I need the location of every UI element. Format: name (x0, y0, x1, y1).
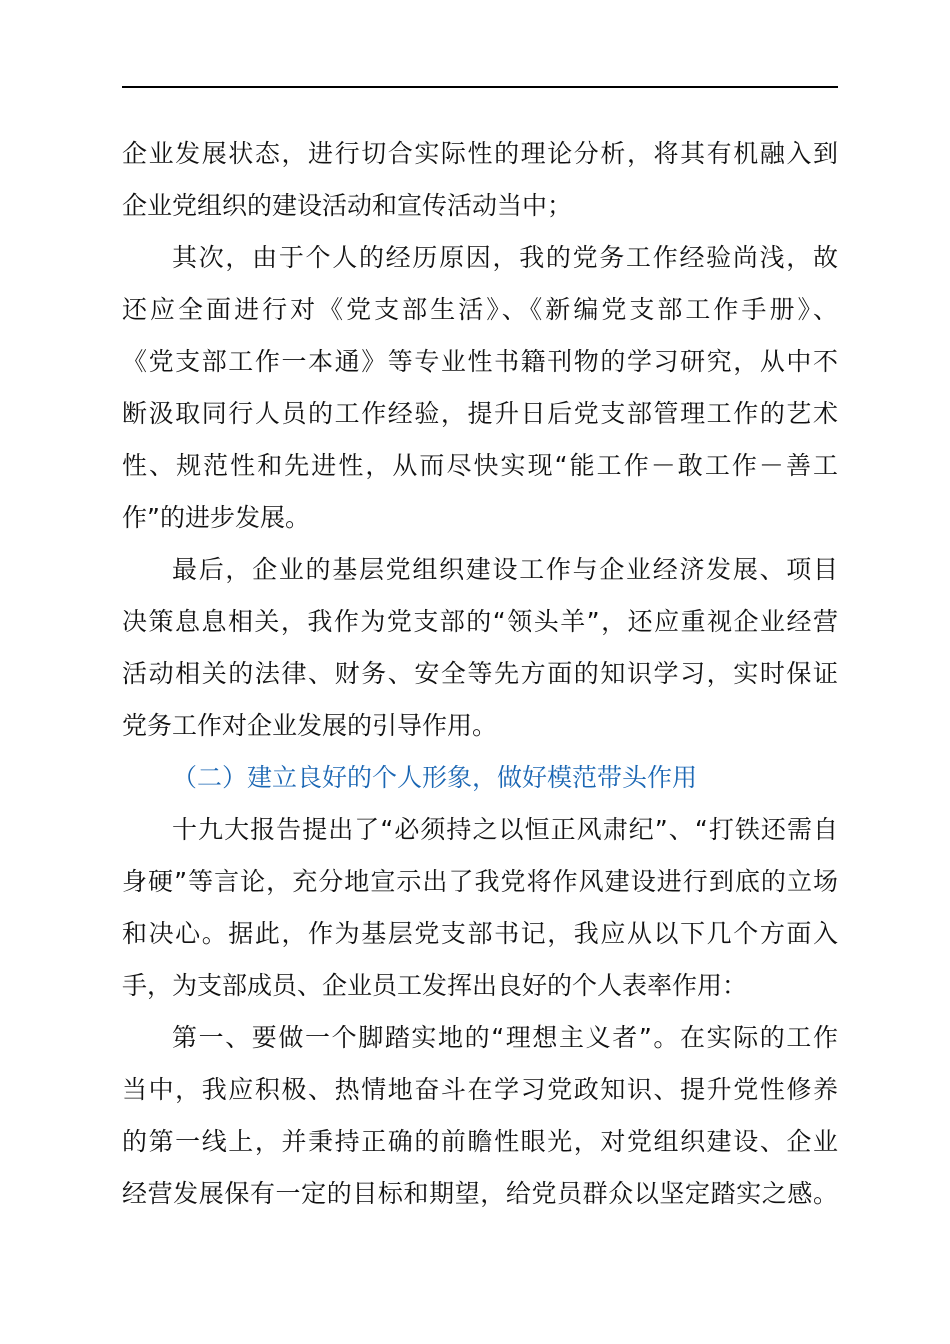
text-line: 性、规范性和先进性，从而尽快实现“能工作－敢工作－善工 (122, 451, 838, 480)
text-line: 身硬”等言论，充分地宣示出了我党将作风建设进行到底的立场 (122, 867, 838, 896)
text-line: 活动相关的法律、财务、安全等先方面的知识学习，实时保证 (122, 659, 838, 688)
text-line: 手，为支部成员、企业员工发挥出良好的个人表率作用： (122, 971, 748, 1000)
text-line: 还应全面进行对《党支部生活》、《新编党支部工作手册》、 (122, 295, 838, 324)
header-rule (122, 86, 838, 88)
text-line: 断汲取同行人员的工作经验，提升日后党支部管理工作的艺术 (122, 399, 838, 428)
text-line: 决策息息相关，我作为党支部的“领头羊”，还应重视企业经营 (122, 607, 838, 636)
text-line: 企业党组织的建设活动和宣传活动当中； (122, 191, 573, 220)
paragraph-start-line: 第一、要做一个脚踏实地的“理想主义者”。在实际的工作 (172, 1023, 838, 1052)
text-line: 当中，我应积极、热情地奋斗在学习党政知识、提升党性修养 (122, 1075, 838, 1104)
text-line: 的第一线上，并秉持正确的前瞻性眼光，对党组织建设、企业 (122, 1127, 838, 1156)
text-line: 作”的进步发展。 (122, 503, 310, 532)
document-body (122, 128, 838, 1220)
text-line: 党务工作对企业发展的引导作用。 (122, 711, 498, 740)
text-line: 经营发展保有一定的目标和期望，给党员群众以坚定踏实之感。 (122, 1179, 838, 1208)
text-line: 企业发展状态，进行切合实际性的理论分析，将其有机融入到 (122, 139, 838, 168)
paragraph-start-line: 最后，企业的基层党组织建设工作与企业经济发展、项目 (172, 555, 838, 584)
text-line: 《党支部工作一本通》等专业性书籍刊物的学习研究，从中不 (122, 347, 838, 376)
text-line: 和决心。据此，作为基层党支部书记，我应从以下几个方面入 (122, 919, 838, 948)
section-heading: （二）建立良好的个人形象，做好模范带头作用 (172, 763, 698, 792)
paragraph-start-line: 十九大报告提出了“必须持之以恒正风肃纪”、“打铁还需自 (172, 815, 838, 844)
paragraph-start-line: 其次，由于个人的经历原因，我的党务工作经验尚浅，故 (172, 243, 838, 272)
